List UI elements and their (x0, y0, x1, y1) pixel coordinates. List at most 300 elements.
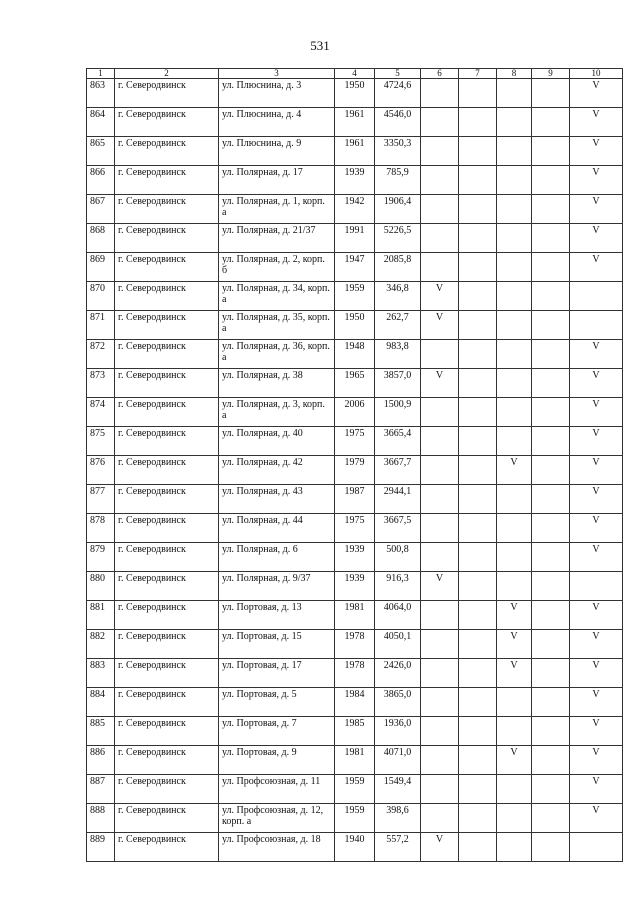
mark-cell-6 (421, 543, 459, 572)
mark-cell-6 (421, 166, 459, 195)
year-cell: 1978 (335, 630, 375, 659)
table-row (87, 340, 623, 369)
mark-cell-8 (497, 775, 532, 804)
mark-cell-6: V (421, 311, 459, 340)
mark-cell-7 (459, 340, 497, 369)
mark-cell-6 (421, 398, 459, 427)
mark-cell-9 (532, 456, 570, 485)
city-cell: г. Северодвинск (115, 456, 219, 485)
mark-cell-9 (532, 340, 570, 369)
city-cell: г. Северодвинск (115, 398, 219, 427)
row-number-cell: 878 (87, 514, 115, 543)
city-cell: г. Северодвинск (115, 659, 219, 688)
column-header: 2 (115, 69, 219, 79)
city-cell: г. Северодвинск (115, 79, 219, 108)
mark-cell-8 (497, 572, 532, 601)
column-number-header-row (87, 69, 623, 79)
mark-cell-10: V (570, 224, 623, 253)
mark-cell-6 (421, 456, 459, 485)
mark-cell-8 (497, 804, 532, 833)
mark-cell-10 (570, 833, 623, 862)
city-cell: г. Северодвинск (115, 717, 219, 746)
area-cell: 3665,4 (375, 427, 421, 456)
year-cell: 1950 (335, 79, 375, 108)
area-cell: 983,8 (375, 340, 421, 369)
mark-cell-8: V (497, 601, 532, 630)
year-cell: 1961 (335, 137, 375, 166)
mark-cell-8 (497, 282, 532, 311)
mark-cell-9 (532, 253, 570, 282)
mark-cell-9 (532, 688, 570, 717)
mark-cell-8: V (497, 659, 532, 688)
mark-cell-7 (459, 543, 497, 572)
row-number-cell: 886 (87, 746, 115, 775)
year-cell: 1991 (335, 224, 375, 253)
table-row (87, 543, 623, 572)
table-row (87, 659, 623, 688)
mark-cell-9 (532, 572, 570, 601)
row-number-cell: 874 (87, 398, 115, 427)
mark-cell-8 (497, 253, 532, 282)
mark-cell-8 (497, 514, 532, 543)
table-row (87, 282, 623, 311)
mark-cell-9 (532, 79, 570, 108)
mark-cell-10: V (570, 601, 623, 630)
mark-cell-6 (421, 688, 459, 717)
mark-cell-7 (459, 427, 497, 456)
mark-cell-6 (421, 137, 459, 166)
address-cell: ул. Полярная, д. 2, корп. б (219, 253, 335, 282)
address-cell: ул. Полярная, д. 42 (219, 456, 335, 485)
area-cell: 785,9 (375, 166, 421, 195)
address-cell: ул. Полярная, д. 21/37 (219, 224, 335, 253)
address-cell: ул. Полярная, д. 6 (219, 543, 335, 572)
area-cell: 3667,7 (375, 456, 421, 485)
area-cell: 4050,1 (375, 630, 421, 659)
column-header: 5 (375, 69, 421, 79)
mark-cell-10: V (570, 195, 623, 224)
year-cell: 1942 (335, 195, 375, 224)
area-cell: 4724,6 (375, 79, 421, 108)
mark-cell-8 (497, 195, 532, 224)
mark-cell-9 (532, 717, 570, 746)
mark-cell-9 (532, 166, 570, 195)
mark-cell-8 (497, 427, 532, 456)
address-cell: ул. Плюснина, д. 3 (219, 79, 335, 108)
mark-cell-6 (421, 340, 459, 369)
mark-cell-8: V (497, 630, 532, 659)
city-cell: г. Северодвинск (115, 427, 219, 456)
year-cell: 1984 (335, 688, 375, 717)
city-cell: г. Северодвинск (115, 630, 219, 659)
address-cell: ул. Полярная, д. 3, корп. а (219, 398, 335, 427)
mark-cell-8 (497, 340, 532, 369)
mark-cell-10: V (570, 253, 623, 282)
row-number-cell: 876 (87, 456, 115, 485)
mark-cell-7 (459, 398, 497, 427)
city-cell: г. Северодвинск (115, 166, 219, 195)
address-cell: ул. Профсоюзная, д. 18 (219, 833, 335, 862)
mark-cell-7 (459, 311, 497, 340)
mark-cell-10: V (570, 137, 623, 166)
area-cell: 2426,0 (375, 659, 421, 688)
row-number-cell: 863 (87, 79, 115, 108)
mark-cell-8 (497, 688, 532, 717)
mark-cell-8 (497, 543, 532, 572)
mark-cell-8 (497, 137, 532, 166)
area-cell: 500,8 (375, 543, 421, 572)
table-row (87, 456, 623, 485)
column-header: 8 (497, 69, 532, 79)
area-cell: 916,3 (375, 572, 421, 601)
city-cell: г. Северодвинск (115, 282, 219, 311)
table-row (87, 717, 623, 746)
row-number-cell: 877 (87, 485, 115, 514)
city-cell: г. Северодвинск (115, 514, 219, 543)
table-row (87, 253, 623, 282)
mark-cell-6 (421, 485, 459, 514)
mark-cell-8 (497, 311, 532, 340)
table-row (87, 514, 623, 543)
address-cell: ул. Плюснина, д. 9 (219, 137, 335, 166)
mark-cell-6 (421, 659, 459, 688)
year-cell: 1948 (335, 340, 375, 369)
table-row (87, 108, 623, 137)
column-header: 10 (570, 69, 623, 79)
area-cell: 557,2 (375, 833, 421, 862)
address-cell: ул. Полярная, д. 36, корп. а (219, 340, 335, 369)
address-cell: ул. Портовая, д. 9 (219, 746, 335, 775)
mark-cell-7 (459, 514, 497, 543)
area-cell: 398,6 (375, 804, 421, 833)
mark-cell-10: V (570, 108, 623, 137)
table-row (87, 427, 623, 456)
table-row (87, 224, 623, 253)
year-cell: 1965 (335, 369, 375, 398)
mark-cell-7 (459, 717, 497, 746)
year-cell: 1985 (335, 717, 375, 746)
mark-cell-7 (459, 369, 497, 398)
area-cell: 262,7 (375, 311, 421, 340)
year-cell: 1979 (335, 456, 375, 485)
mark-cell-7 (459, 630, 497, 659)
mark-cell-7 (459, 253, 497, 282)
row-number-cell: 887 (87, 775, 115, 804)
area-cell: 4071,0 (375, 746, 421, 775)
mark-cell-6 (421, 775, 459, 804)
year-cell: 1975 (335, 514, 375, 543)
mark-cell-7 (459, 137, 497, 166)
mark-cell-6: V (421, 282, 459, 311)
table-row (87, 195, 623, 224)
address-cell: ул. Полярная, д. 9/37 (219, 572, 335, 601)
table-body (87, 69, 623, 862)
table-row (87, 688, 623, 717)
area-cell: 1936,0 (375, 717, 421, 746)
city-cell: г. Северодвинск (115, 253, 219, 282)
mark-cell-10: V (570, 514, 623, 543)
mark-cell-9 (532, 369, 570, 398)
mark-cell-10: V (570, 717, 623, 746)
mark-cell-7 (459, 833, 497, 862)
table-row (87, 166, 623, 195)
row-number-cell: 882 (87, 630, 115, 659)
mark-cell-6 (421, 224, 459, 253)
column-header: 6 (421, 69, 459, 79)
mark-cell-10: V (570, 427, 623, 456)
mark-cell-6 (421, 195, 459, 224)
area-cell: 2085,8 (375, 253, 421, 282)
mark-cell-10 (570, 311, 623, 340)
mark-cell-6: V (421, 833, 459, 862)
mark-cell-6 (421, 253, 459, 282)
row-number-cell: 870 (87, 282, 115, 311)
address-cell: ул. Полярная, д. 34, корп. а (219, 282, 335, 311)
row-number-cell: 880 (87, 572, 115, 601)
city-cell: г. Северодвинск (115, 775, 219, 804)
city-cell: г. Северодвинск (115, 137, 219, 166)
mark-cell-7 (459, 572, 497, 601)
city-cell: г. Северодвинск (115, 688, 219, 717)
mark-cell-8 (497, 833, 532, 862)
mark-cell-9 (532, 630, 570, 659)
row-number-cell: 872 (87, 340, 115, 369)
address-cell: ул. Портовая, д. 5 (219, 688, 335, 717)
column-header: 7 (459, 69, 497, 79)
mark-cell-6 (421, 746, 459, 775)
column-header: 1 (87, 69, 115, 79)
city-cell: г. Северодвинск (115, 833, 219, 862)
year-cell: 1959 (335, 804, 375, 833)
column-header: 4 (335, 69, 375, 79)
year-cell: 1959 (335, 775, 375, 804)
address-cell: ул. Полярная, д. 43 (219, 485, 335, 514)
mark-cell-7 (459, 804, 497, 833)
row-number-cell: 881 (87, 601, 115, 630)
mark-cell-8 (497, 79, 532, 108)
address-cell: ул. Профсоюзная, д. 12, корп. а (219, 804, 335, 833)
mark-cell-6 (421, 630, 459, 659)
year-cell: 1981 (335, 746, 375, 775)
mark-cell-8 (497, 398, 532, 427)
row-number-cell: 883 (87, 659, 115, 688)
address-cell: ул. Полярная, д. 44 (219, 514, 335, 543)
row-number-cell: 867 (87, 195, 115, 224)
table-row (87, 398, 623, 427)
address-cell: ул. Портовая, д. 17 (219, 659, 335, 688)
mark-cell-8: V (497, 746, 532, 775)
mark-cell-7 (459, 775, 497, 804)
address-cell: ул. Полярная, д. 35, корп. а (219, 311, 335, 340)
mark-cell-7 (459, 224, 497, 253)
city-cell: г. Северодвинск (115, 369, 219, 398)
column-header: 9 (532, 69, 570, 79)
mark-cell-10 (570, 572, 623, 601)
page-number: 531 (310, 38, 330, 53)
mark-cell-10: V (570, 485, 623, 514)
row-number-cell: 888 (87, 804, 115, 833)
mark-cell-9 (532, 659, 570, 688)
city-cell: г. Северодвинск (115, 224, 219, 253)
area-cell: 4546,0 (375, 108, 421, 137)
mark-cell-6 (421, 514, 459, 543)
year-cell: 1987 (335, 485, 375, 514)
year-cell: 1959 (335, 282, 375, 311)
row-number-cell: 885 (87, 717, 115, 746)
address-cell: ул. Портовая, д. 13 (219, 601, 335, 630)
address-cell: ул. Полярная, д. 40 (219, 427, 335, 456)
address-cell: ул. Полярная, д. 38 (219, 369, 335, 398)
mark-cell-6 (421, 108, 459, 137)
mark-cell-8 (497, 166, 532, 195)
area-cell: 3667,5 (375, 514, 421, 543)
year-cell: 1939 (335, 543, 375, 572)
mark-cell-10: V (570, 659, 623, 688)
area-cell: 3865,0 (375, 688, 421, 717)
city-cell: г. Северодвинск (115, 804, 219, 833)
area-cell: 3350,3 (375, 137, 421, 166)
mark-cell-8 (497, 108, 532, 137)
mark-cell-7 (459, 166, 497, 195)
year-cell: 1940 (335, 833, 375, 862)
table-row (87, 572, 623, 601)
mark-cell-8 (497, 369, 532, 398)
year-cell: 1978 (335, 659, 375, 688)
address-cell: ул. Полярная, д. 17 (219, 166, 335, 195)
year-cell: 2006 (335, 398, 375, 427)
mark-cell-8: V (497, 456, 532, 485)
table-row (87, 775, 623, 804)
mark-cell-8 (497, 224, 532, 253)
mark-cell-10: V (570, 746, 623, 775)
area-cell: 4064,0 (375, 601, 421, 630)
table-row (87, 311, 623, 340)
area-cell: 1500,9 (375, 398, 421, 427)
mark-cell-9 (532, 485, 570, 514)
year-cell: 1975 (335, 427, 375, 456)
row-number-cell: 879 (87, 543, 115, 572)
mark-cell-9 (532, 804, 570, 833)
mark-cell-9 (532, 398, 570, 427)
mark-cell-9 (532, 427, 570, 456)
year-cell: 1950 (335, 311, 375, 340)
mark-cell-9 (532, 282, 570, 311)
area-cell: 3857,0 (375, 369, 421, 398)
year-cell: 1939 (335, 166, 375, 195)
mark-cell-6 (421, 601, 459, 630)
year-cell: 1961 (335, 108, 375, 137)
mark-cell-6 (421, 427, 459, 456)
row-number-cell: 866 (87, 166, 115, 195)
mark-cell-9 (532, 543, 570, 572)
row-number-cell: 868 (87, 224, 115, 253)
address-cell: ул. Портовая, д. 7 (219, 717, 335, 746)
mark-cell-10: V (570, 398, 623, 427)
area-cell: 1549,4 (375, 775, 421, 804)
row-number-cell: 889 (87, 833, 115, 862)
table-row (87, 630, 623, 659)
mark-cell-9 (532, 775, 570, 804)
table-row (87, 746, 623, 775)
mark-cell-9 (532, 514, 570, 543)
row-number-cell: 873 (87, 369, 115, 398)
address-cell: ул. Полярная, д. 1, корп. а (219, 195, 335, 224)
mark-cell-6: V (421, 572, 459, 601)
table-row (87, 369, 623, 398)
city-cell: г. Северодвинск (115, 311, 219, 340)
mark-cell-7 (459, 601, 497, 630)
city-cell: г. Северодвинск (115, 340, 219, 369)
table-row (87, 833, 623, 862)
mark-cell-7 (459, 485, 497, 514)
row-number-cell: 869 (87, 253, 115, 282)
mark-cell-7 (459, 456, 497, 485)
area-cell: 346,8 (375, 282, 421, 311)
mark-cell-10: V (570, 79, 623, 108)
row-number-cell: 875 (87, 427, 115, 456)
mark-cell-10: V (570, 543, 623, 572)
city-cell: г. Северодвинск (115, 485, 219, 514)
mark-cell-10: V (570, 369, 623, 398)
table-row (87, 485, 623, 514)
mark-cell-9 (532, 195, 570, 224)
table-row (87, 79, 623, 108)
mark-cell-9 (532, 137, 570, 166)
row-number-cell: 871 (87, 311, 115, 340)
address-cell: ул. Плюснина, д. 4 (219, 108, 335, 137)
area-cell: 1906,4 (375, 195, 421, 224)
city-cell: г. Северодвинск (115, 195, 219, 224)
mark-cell-7 (459, 746, 497, 775)
mark-cell-8 (497, 717, 532, 746)
city-cell: г. Северодвинск (115, 543, 219, 572)
area-cell: 2944,1 (375, 485, 421, 514)
mark-cell-7 (459, 659, 497, 688)
mark-cell-9 (532, 833, 570, 862)
mark-cell-6 (421, 717, 459, 746)
mark-cell-10: V (570, 775, 623, 804)
mark-cell-10: V (570, 166, 623, 195)
mark-cell-6: V (421, 369, 459, 398)
year-cell: 1981 (335, 601, 375, 630)
year-cell: 1939 (335, 572, 375, 601)
mark-cell-10: V (570, 630, 623, 659)
mark-cell-9 (532, 601, 570, 630)
address-cell: ул. Профсоюзная, д. 11 (219, 775, 335, 804)
table-row (87, 601, 623, 630)
mark-cell-7 (459, 79, 497, 108)
row-number-cell: 884 (87, 688, 115, 717)
mark-cell-8 (497, 485, 532, 514)
mark-cell-9 (532, 311, 570, 340)
table-row (87, 804, 623, 833)
row-number-cell: 864 (87, 108, 115, 137)
mark-cell-7 (459, 108, 497, 137)
city-cell: г. Северодвинск (115, 601, 219, 630)
mark-cell-7 (459, 195, 497, 224)
row-number-cell: 865 (87, 137, 115, 166)
mark-cell-10: V (570, 456, 623, 485)
mark-cell-7 (459, 688, 497, 717)
mark-cell-10 (570, 282, 623, 311)
mark-cell-6 (421, 804, 459, 833)
table-row (87, 137, 623, 166)
area-cell: 5226,5 (375, 224, 421, 253)
mark-cell-9 (532, 224, 570, 253)
mark-cell-10: V (570, 804, 623, 833)
mark-cell-9 (532, 746, 570, 775)
column-header: 3 (219, 69, 335, 79)
